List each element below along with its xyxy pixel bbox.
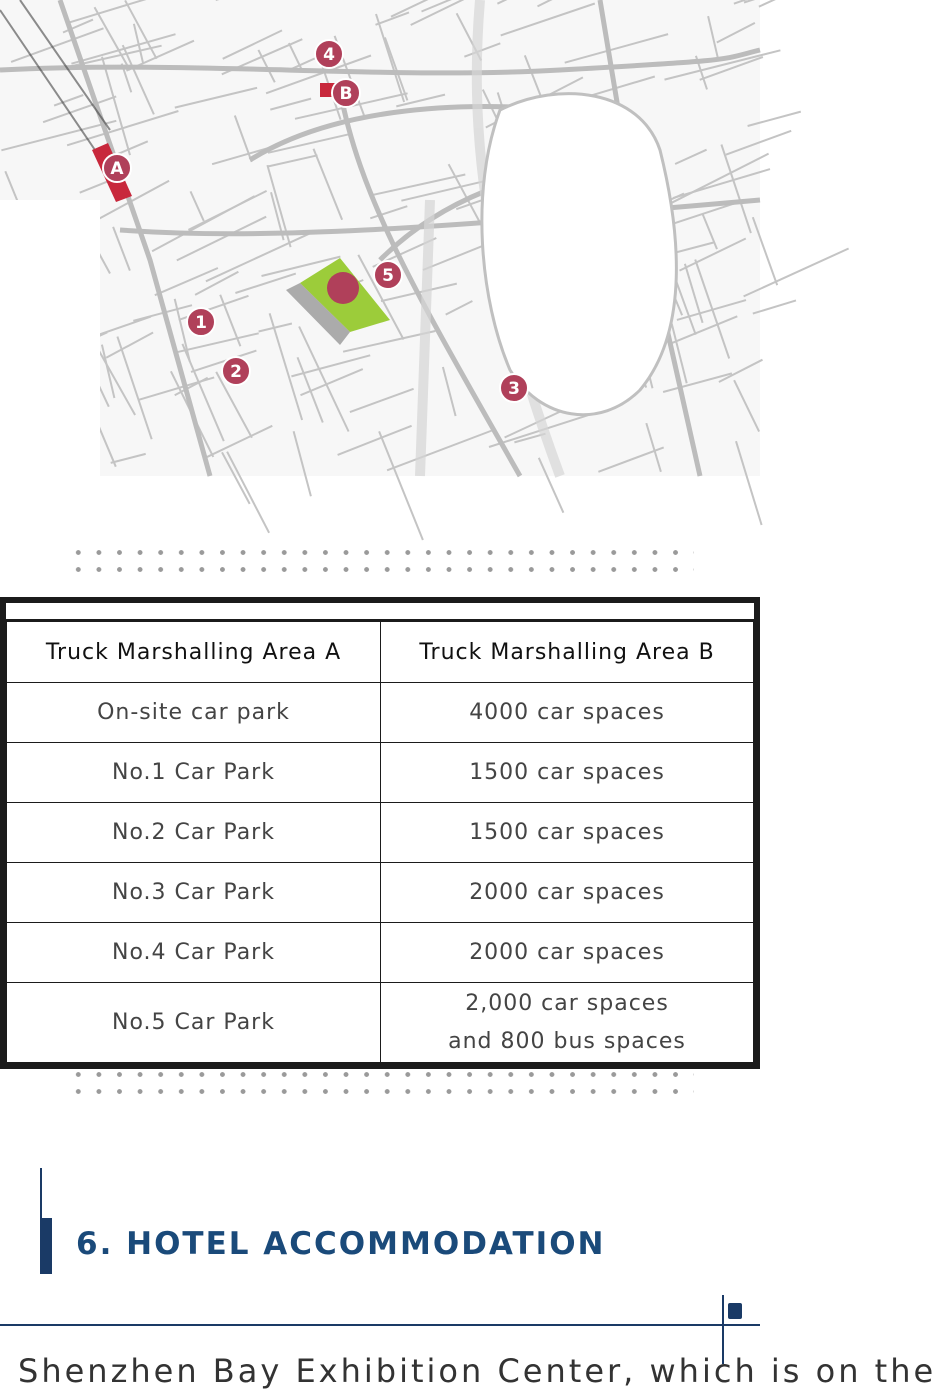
- marker-4[interactable]: [315, 40, 343, 68]
- marker-4-label: 4: [323, 45, 335, 65]
- marker-2[interactable]: [222, 357, 250, 385]
- section-divider: [0, 1324, 760, 1326]
- car-park-capacity: 1500 car spaces: [381, 803, 754, 863]
- map-lake: [482, 94, 677, 415]
- section-accent-bar: [40, 1218, 52, 1274]
- car-park-capacity: 2000 car spaces: [381, 863, 754, 923]
- venue-map: [0, 0, 760, 476]
- car-park-capacity: 1500 car spaces: [381, 743, 754, 803]
- car-park-name: No.2 Car Park: [7, 803, 381, 863]
- car-park-capacity: 2000 car spaces: [381, 923, 754, 983]
- table-header-row: [7, 622, 754, 683]
- marker-3[interactable]: [500, 374, 528, 402]
- table-row: [7, 743, 754, 803]
- table-top-gap: [6, 603, 754, 621]
- table-row: [7, 683, 754, 743]
- table-header-col-1: Truck Marshalling Area A: [7, 622, 381, 683]
- capacity-line-1: 2,000 car spaces: [465, 990, 669, 1016]
- marker-a[interactable]: [103, 154, 131, 182]
- table-row: [7, 803, 754, 863]
- scroll-thumb[interactable]: [728, 1303, 742, 1319]
- capacity-line-2: and 800 bus spaces: [448, 1028, 686, 1054]
- table-row: [7, 863, 754, 923]
- car-park-name: No.1 Car Park: [7, 743, 381, 803]
- car-park-name: No.4 Car Park: [7, 923, 381, 983]
- map-street: [759, 0, 833, 7]
- map-street: [744, 0, 856, 3]
- table-row: [7, 983, 754, 1063]
- marker-1-label: 1: [195, 313, 207, 333]
- car-park-name: On-site car park: [7, 683, 381, 743]
- car-park-name: No.5 Car Park: [7, 983, 381, 1063]
- table-row: [7, 923, 754, 983]
- marker-b[interactable]: [332, 79, 360, 107]
- table-header-col-2: Truck Marshalling Area B: [381, 622, 754, 683]
- marker-1[interactable]: [187, 308, 215, 336]
- venue-dot: [327, 272, 359, 304]
- marker-a-label: A: [110, 159, 124, 179]
- section-body-text: Shenzhen Bay Exhibition Center, which is on the: [18, 1352, 936, 1390]
- marker-2-label: 2: [230, 362, 242, 382]
- car-park-capacity: 4000 car spaces: [381, 683, 754, 743]
- marker-5-label: 5: [382, 266, 394, 286]
- car-park-table: [0, 597, 760, 1069]
- dot-pattern-top: [68, 544, 694, 584]
- car-park-name: No.3 Car Park: [7, 863, 381, 923]
- section-title: 6. HOTEL ACCOMMODATION: [76, 1226, 606, 1262]
- car-park-capacity: [381, 983, 754, 1063]
- dot-pattern-bottom: [68, 1066, 694, 1106]
- marker-5[interactable]: [374, 261, 402, 289]
- marker-3-label: 3: [508, 379, 520, 399]
- marker-b-label: B: [339, 84, 353, 104]
- map-svg: [0, 0, 760, 476]
